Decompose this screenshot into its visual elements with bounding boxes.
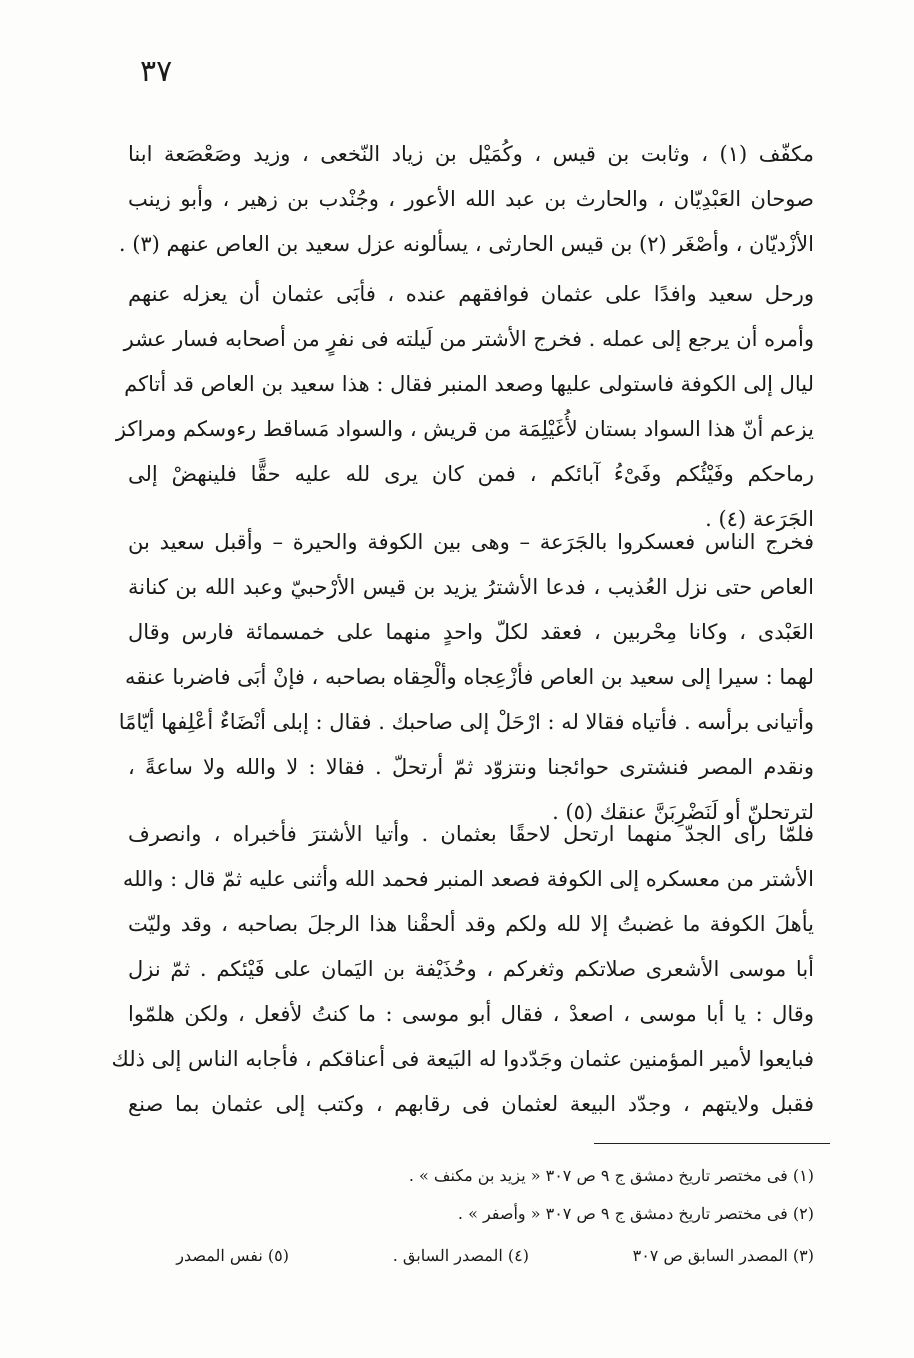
text-line: يأهلَ الكوفة ما غضبتُ إلا لله ولكم وقد ألحقْنا هذا الرجلَ بصاحبه ، وقد وليّت xyxy=(128,912,814,936)
page-number: ٣٧ xyxy=(140,54,173,89)
text-line: الأزْديّان ، وأصْغَر (٢) بن قيس الحارثى ، يسألونه عزل سعيد بن العاص عنهم (٣) . xyxy=(118,232,814,256)
text-line: وأمره أن يرجع إلى عمله . فخرج الأشتر من لَيلته فى نفرٍ من أصحابه فسار عشر xyxy=(123,327,814,351)
text-line: العَبْدى ، وكانا مِحْربين ، فعقد لكلّ واحدٍ منهما على خمسمائة فارس وقال xyxy=(128,620,814,644)
footnote-3: (٣) المصدر السابق ص ٣٠٧ xyxy=(632,1246,814,1265)
footnote-1: (١) فى مختصر تاريخ دمشق ج ٩ ص ٣٠٧ « يزيد بن مكنف » . xyxy=(408,1166,814,1185)
paragraph-2 xyxy=(115,272,814,542)
text-line: العاص حتى نزل العُذيب ، فدعا الأشترُ يزيد بن قيس الأرْحبيّ وعبد الله بن كنانة xyxy=(128,575,814,599)
text-line: ونقدم المصر فنشترى حوائجنا ونتزوّد ثمّ أرتحلّ . فقالا : لا والله ولا ساعةً ، xyxy=(128,755,814,779)
text-line: لهما : سيرا إلى سعيد بن العاص فأزْعِجاه وألْحِقاه بصاحبه ، فإنْ أبَى فاضربا عنقه xyxy=(124,665,814,689)
text-line: وقال : يا أبا موسى ، اصعدْ ، فقال أبو موسى : ما كنتُ لأفعل ، ولكن هلمّوا xyxy=(128,1002,814,1026)
paragraph-1 xyxy=(118,132,815,267)
paragraph-4 xyxy=(111,812,814,1127)
text-line: فخرج الناس فعسكروا بالجَرَعة – وهى بين الكوفة والحيرة – وأقبل سعيد بن xyxy=(128,530,814,554)
text-line: ورحل سعيد وافدًا على عثمان فوافقهم عنده ، فأبَى عثمان أن يعزله عنهم xyxy=(128,282,814,306)
text-line: ليال إلى الكوفة فاستولى عليها وصعد المنبر فقال : هذا سعيد بن العاص قد أتاكم xyxy=(124,372,814,396)
text-line: مكفّف (١) ، وثابت بن قيس ، وكُمَيْل بن زياد النّخعى ، وزيد وصَعْصَعة ابنا xyxy=(128,142,815,166)
paragraph-3 xyxy=(118,520,814,835)
text-line: يزعم أنّ هذا السواد بستان لأُغَيْلِمَة من قريش ، والسواد مَساقط رءوسكم ومراكز xyxy=(115,417,814,441)
text-line: الجَرَعة (٤) . xyxy=(705,507,814,531)
text-line: الأشتر من معسكره إلى الكوفة فصعد المنبر فحمد الله وأثنى عليه ثمّ قال : والله xyxy=(122,867,814,891)
text-line: فبايعوا لأمير المؤمنين عثمان وجَدّدوا له البَيعة فى أعناقكم ، فأجابه الناس إلى ذلك xyxy=(111,1047,814,1071)
text-line: فلمّا رأى الجدّ منهما ارتحل لاحقًا بعثمان . وأتيا الأشترَ فأخبراه ، وانصرف xyxy=(128,822,814,846)
footnote-5: (٥) نفس المصدر xyxy=(176,1246,289,1265)
footnote-2: (٢) فى مختصر تاريخ دمشق ج ٩ ص ٣٠٧ « وأصفر » . xyxy=(457,1204,814,1223)
footnote-divider xyxy=(594,1143,830,1144)
text-line: وأتيانى برأسه . فأتياه فقالا له : ارْحَلْ إلى صاحبك . فقال : إبلى أنْضَاءٌ أعْلِفها أيّامًا xyxy=(118,710,814,734)
text-line: فقبل ولايتهم ، وجدّد البيعة لعثمان فى رقابهم ، وكتب إلى عثمان بما صنع xyxy=(128,1092,814,1116)
text-line: أبا موسى الأشعرى صلاتكم وثغركم ، وحُذَيْفة بن اليَمان على فَيْئكم . ثمّ نزل xyxy=(128,957,814,981)
text-line: رماحكم وفَيْئُكم وفَىْءُ آبائكم ، فمن كان يرى لله عليه حقًّا فلينهضْ إلى xyxy=(128,462,814,486)
footnote-4: (٤) المصدر السابق . xyxy=(392,1246,529,1265)
text-line: صوحان العَبْدِيّان ، والحارث بن عبد الله الأعور ، وجُنْدب بن زهير ، وأبو زينب xyxy=(128,187,814,211)
text-line: لترتحلنّ أو لَنَضْرِبَنَّ عنقك (٥) . xyxy=(552,800,814,824)
